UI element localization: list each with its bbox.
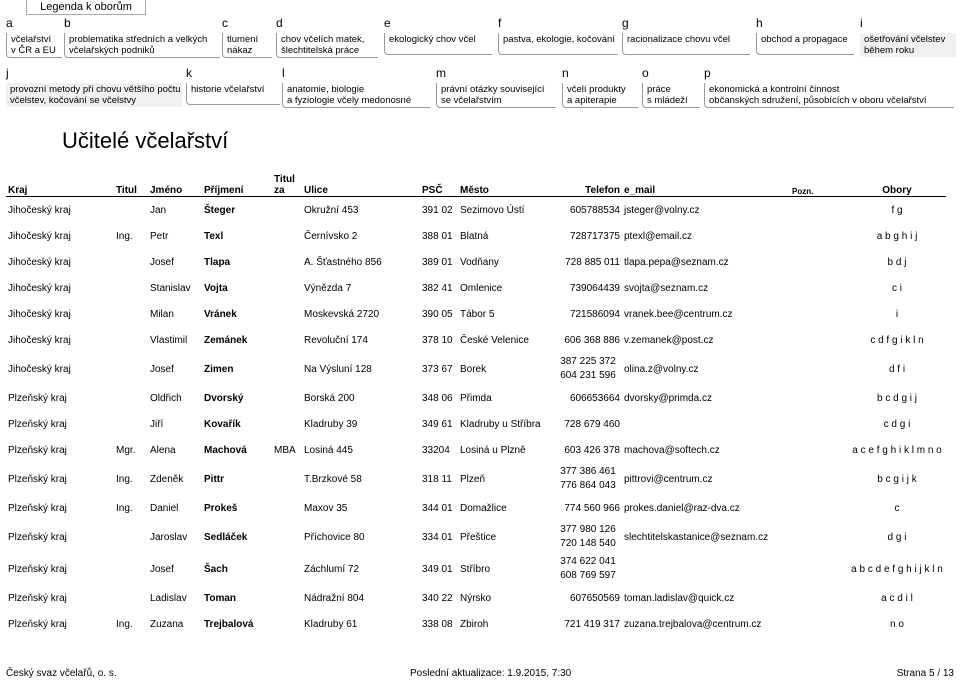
cell-titul bbox=[114, 353, 148, 385]
cell-jmeno: Zdeněk bbox=[150, 473, 184, 485]
cell-email: vranek.bee@centrum.cz bbox=[624, 308, 733, 320]
cell-kraj: Plzeňský kraj bbox=[8, 502, 67, 514]
cell-telefon: 728 885 011 bbox=[565, 256, 620, 268]
legend-d bbox=[276, 16, 378, 58]
table-row bbox=[6, 249, 946, 275]
table-row bbox=[6, 611, 946, 637]
cell-kraj: Jihočeský kraj bbox=[8, 230, 71, 242]
cell-psc: 382 41 bbox=[422, 282, 453, 294]
cell-obory: a c e f g h i k l m n o bbox=[852, 444, 942, 456]
cell-email: tlapa.pepa@seznam.cz bbox=[624, 256, 729, 268]
cell-titul bbox=[114, 301, 148, 327]
cell-mesto: Vodňany bbox=[460, 256, 499, 268]
table-row bbox=[6, 223, 946, 249]
legend-key: b bbox=[64, 16, 71, 30]
cell-mesto: Přimda bbox=[460, 392, 492, 404]
cell-telefon: 774 560 966 bbox=[564, 502, 620, 514]
cell-titul: Ing. bbox=[116, 473, 133, 485]
cell-jmeno: Josef bbox=[150, 256, 174, 268]
legend-desc: problematika středních a velkých včelařských podniků bbox=[64, 33, 220, 58]
cell-jmeno: Vlastimil bbox=[150, 334, 188, 346]
cell-ulice: Záchlumí 72 bbox=[304, 563, 360, 575]
cell-pozn bbox=[790, 385, 848, 411]
legend-key: g bbox=[622, 16, 629, 30]
cell-psc: 344 01 bbox=[422, 502, 453, 514]
legend-desc: práce s mládeží bbox=[642, 83, 700, 108]
table-row bbox=[6, 275, 946, 301]
legend-desc: ošetřování včelstev během roku bbox=[860, 33, 956, 57]
cell-jmeno: Alena bbox=[150, 444, 176, 456]
legend-key: o bbox=[642, 66, 649, 80]
cell-kraj: Plzeňský kraj bbox=[8, 563, 67, 575]
cell-psc: 349 01 bbox=[422, 563, 453, 575]
legend-key: i bbox=[860, 16, 863, 30]
legend-c bbox=[222, 16, 272, 58]
cell-ulice: A. Šťastného 856 bbox=[304, 256, 382, 268]
cell-titul_za bbox=[272, 327, 302, 353]
cell-jmeno: Jaroslav bbox=[150, 531, 188, 543]
cell-prijmeni: Vránek bbox=[204, 308, 237, 320]
cell-kraj: Plzeňský kraj bbox=[8, 392, 67, 404]
cell-telefon: 605788534 bbox=[569, 204, 620, 216]
col-kraj: Kraj bbox=[6, 168, 114, 197]
legend-desc: právní otázky související se včelařstvím bbox=[436, 83, 556, 108]
cell-email bbox=[622, 553, 790, 585]
cell-psc: 388 01 bbox=[422, 230, 453, 242]
teachers-table bbox=[6, 168, 946, 637]
cell-prijmeni: Šach bbox=[204, 563, 228, 575]
legend-a bbox=[6, 16, 62, 58]
cell-obory: b c g i j k bbox=[877, 473, 917, 485]
cell-jmeno: Stanislav bbox=[150, 282, 191, 294]
cell-telefon: 603 426 378 bbox=[564, 444, 620, 456]
cell-kraj: Plzeňský kraj bbox=[8, 531, 67, 543]
table-row bbox=[6, 197, 946, 224]
cell-titul_za: MBA bbox=[274, 444, 296, 456]
cell-email: prokes.daniel@raz-dva.cz bbox=[624, 502, 740, 514]
table-row bbox=[6, 327, 946, 353]
cell-email: jsteger@volny.cz bbox=[624, 204, 700, 216]
cell-prijmeni: Machová bbox=[204, 444, 247, 456]
cell-pozn bbox=[790, 249, 848, 275]
legend-key: a bbox=[6, 16, 13, 30]
cell-obory: c d g i bbox=[883, 418, 911, 430]
cell-telefon: 721586094 bbox=[569, 308, 620, 320]
col-email: e_mail bbox=[622, 168, 790, 197]
cell-obory: a b c d e f g h i j k l n bbox=[851, 563, 943, 575]
legend-desc: chov včelích matek, šlechtitelská práce bbox=[276, 33, 378, 58]
cell-psc: 378 10 bbox=[422, 334, 453, 346]
cell-ulice: Na Výsluní 128 bbox=[304, 363, 372, 375]
cell-titul: Mgr. bbox=[116, 444, 136, 456]
cell-prijmeni: Kovařík bbox=[204, 418, 241, 430]
cell-email: olina.z@volny.cz bbox=[624, 363, 699, 375]
cell-titul_za bbox=[272, 275, 302, 301]
cell-telefon: 607650569 bbox=[569, 592, 620, 604]
col-mesto: Město bbox=[458, 168, 554, 197]
legend-desc: ekonomická a kontrolní činnost občanských sdružení, působících v oboru včelařství bbox=[704, 83, 954, 108]
cell-titul bbox=[114, 521, 148, 553]
cell-obory: b d j bbox=[887, 256, 907, 268]
cell-titul bbox=[114, 249, 148, 275]
cell-mesto: Tábor 5 bbox=[460, 308, 495, 320]
cell-mesto: Sezimovo Ústí bbox=[460, 204, 525, 216]
cell-prijmeni: Zemánek bbox=[204, 334, 248, 346]
cell-kraj: Plzeňský kraj bbox=[8, 418, 67, 430]
cell-email: ptexl@email.cz bbox=[624, 230, 692, 242]
cell-mesto: Losiná u Plzně bbox=[460, 444, 526, 456]
cell-titul bbox=[114, 585, 148, 611]
cell-telefon: 606 368 886 bbox=[564, 334, 620, 346]
cell-pozn bbox=[790, 327, 848, 353]
cell-obory: a b g h i j bbox=[876, 230, 918, 242]
cell-prijmeni: Zimen bbox=[204, 363, 234, 375]
table-row bbox=[6, 495, 946, 521]
legend-key: h bbox=[756, 16, 763, 30]
cell-telefon: 606653664 bbox=[569, 392, 620, 404]
cell-prijmeni: Dvorský bbox=[204, 392, 244, 404]
legend-key: e bbox=[384, 16, 391, 30]
cell-kraj: Jihočeský kraj bbox=[8, 204, 71, 216]
cell-titul_za bbox=[272, 611, 302, 637]
col-titul-za: Titul za bbox=[272, 168, 302, 197]
cell-pozn bbox=[790, 463, 848, 495]
legend-e bbox=[384, 16, 492, 55]
legend-desc: racionalizace chovu včel bbox=[622, 33, 750, 55]
cell-telefon: 377 980 126 720 148 540 bbox=[560, 524, 616, 549]
cell-obory: d f i bbox=[888, 363, 906, 375]
cell-ulice: Černívsko 2 bbox=[304, 230, 358, 242]
cell-obory: b c d g i j bbox=[876, 392, 918, 404]
cell-ulice: T.Brzkové 58 bbox=[304, 473, 362, 485]
cell-psc: 338 08 bbox=[422, 618, 453, 630]
cell-mesto: Domažlice bbox=[460, 502, 507, 514]
cell-psc: 390 05 bbox=[422, 308, 453, 320]
cell-email: zuzana.trejbalova@centrum.cz bbox=[624, 618, 762, 630]
legend-desc: pastva, ekologie, kočování bbox=[498, 33, 618, 55]
legend-l bbox=[282, 66, 430, 108]
cell-ulice: Výnězda 7 bbox=[304, 282, 352, 294]
legend-key: m bbox=[436, 66, 446, 80]
legend-key: k bbox=[186, 66, 192, 80]
cell-pozn bbox=[790, 611, 848, 637]
cell-pozn bbox=[790, 197, 848, 224]
cell-kraj: Plzeňský kraj bbox=[8, 618, 67, 630]
cell-ulice: Příchovice 80 bbox=[304, 531, 365, 543]
cell-pozn bbox=[790, 521, 848, 553]
legend-j bbox=[6, 66, 182, 107]
cell-prijmeni: Trejbalová bbox=[204, 618, 254, 630]
cell-pozn bbox=[790, 275, 848, 301]
col-titul: Titul bbox=[114, 168, 148, 197]
legend-desc: anatomie, biologie a fyziologie včely medonosné bbox=[282, 83, 430, 108]
legend-desc: ekologický chov včel bbox=[384, 33, 492, 55]
cell-obory: c bbox=[894, 502, 900, 514]
cell-titul_za bbox=[272, 411, 302, 437]
cell-ulice: Nádražní 804 bbox=[304, 592, 365, 604]
cell-titul_za bbox=[272, 463, 302, 495]
cell-titul_za bbox=[272, 495, 302, 521]
cell-telefon: 374 622 041 608 769 597 bbox=[560, 556, 616, 581]
col-ulice: Ulice bbox=[302, 168, 420, 197]
legend-p bbox=[704, 66, 954, 108]
cell-email: dvorsky@primda.cz bbox=[624, 392, 712, 404]
cell-prijmeni: Sedláček bbox=[204, 531, 248, 543]
cell-mesto: Nýrsko bbox=[460, 592, 492, 604]
cell-prijmeni: Pittr bbox=[204, 473, 224, 485]
cell-email: toman.ladislav@quick.cz bbox=[624, 592, 735, 604]
legend-h bbox=[756, 16, 854, 55]
cell-pozn bbox=[790, 353, 848, 385]
legend-i bbox=[860, 16, 956, 57]
legend-key: c bbox=[222, 16, 228, 30]
legend-key: p bbox=[704, 66, 711, 80]
cell-psc: 391 02 bbox=[422, 204, 453, 216]
cell-obory: i bbox=[895, 308, 899, 320]
footer-updated: Poslední aktualizace: 1.9.2015, 7:30 bbox=[410, 668, 572, 679]
legend-n bbox=[562, 66, 638, 108]
cell-kraj: Jihočeský kraj bbox=[8, 363, 71, 375]
cell-jmeno: Josef bbox=[150, 363, 174, 375]
cell-jmeno: Milan bbox=[150, 308, 174, 320]
cell-psc: 348 06 bbox=[422, 392, 453, 404]
legend-g bbox=[622, 16, 750, 55]
col-jmeno: Jméno bbox=[148, 168, 202, 197]
cell-email bbox=[622, 411, 790, 437]
table-row bbox=[6, 585, 946, 611]
legend-desc: obchod a propagace bbox=[756, 33, 854, 55]
cell-obory: c i bbox=[892, 282, 902, 294]
cell-titul_za bbox=[272, 223, 302, 249]
cell-telefon: 739064439 bbox=[569, 282, 620, 294]
table-row bbox=[6, 437, 946, 463]
table-header bbox=[6, 168, 946, 197]
cell-mesto: Stříbro bbox=[460, 563, 491, 575]
footer-page: Strana 5 / 13 bbox=[896, 668, 954, 679]
cell-kraj: Plzeňský kraj bbox=[8, 444, 67, 456]
cell-ulice: Kladruby 39 bbox=[304, 418, 358, 430]
legend-key: l bbox=[282, 66, 285, 80]
cell-titul_za bbox=[272, 353, 302, 385]
cell-titul: Ing. bbox=[116, 230, 133, 242]
table-row bbox=[6, 553, 946, 585]
cell-ulice: Maxov 35 bbox=[304, 502, 348, 514]
legend-desc: tlumení nákaz bbox=[222, 33, 272, 58]
cell-titul_za bbox=[272, 585, 302, 611]
cell-ulice: Kladruby 61 bbox=[304, 618, 358, 630]
cell-titul: Ing. bbox=[116, 502, 133, 514]
cell-pozn bbox=[790, 585, 848, 611]
legend-desc: historie včelařství bbox=[186, 83, 280, 105]
legend-key: d bbox=[276, 16, 283, 30]
cell-titul_za bbox=[272, 301, 302, 327]
cell-pozn bbox=[790, 411, 848, 437]
cell-ulice: Borská 200 bbox=[304, 392, 355, 404]
cell-email: machova@softech.cz bbox=[624, 444, 720, 456]
cell-psc: 389 01 bbox=[422, 256, 453, 268]
cell-kraj: Jihočeský kraj bbox=[8, 334, 71, 346]
cell-prijmeni: Šteger bbox=[204, 204, 236, 216]
cell-kraj: Plzeňský kraj bbox=[8, 473, 67, 485]
cell-titul bbox=[114, 197, 148, 224]
cell-jmeno: Oldřich bbox=[150, 392, 182, 404]
cell-titul_za bbox=[272, 385, 302, 411]
cell-telefon: 728717375 bbox=[569, 230, 620, 242]
table-row bbox=[6, 411, 946, 437]
cell-jmeno: Petr bbox=[150, 230, 169, 242]
cell-mesto: Zbiroh bbox=[460, 618, 489, 630]
cell-kraj: Jihočeský kraj bbox=[8, 308, 71, 320]
cell-pozn bbox=[790, 553, 848, 585]
cell-pozn bbox=[790, 495, 848, 521]
legend-desc: včelařství v ČR a EU bbox=[6, 33, 62, 58]
cell-telefon: 728 679 460 bbox=[564, 418, 620, 430]
cell-email: v.zemanek@post.cz bbox=[624, 334, 714, 346]
cell-email: slechtitelskastanice@seznam.cz bbox=[624, 531, 769, 543]
legend-title: Legenda k oborům bbox=[26, 0, 146, 15]
cell-jmeno: Ladislav bbox=[150, 592, 187, 604]
cell-titul_za bbox=[272, 249, 302, 275]
table-row bbox=[6, 463, 946, 495]
col-prijmeni: Příjmení bbox=[202, 168, 272, 197]
cell-pozn bbox=[790, 301, 848, 327]
cell-psc: 33204 bbox=[422, 444, 450, 456]
cell-titul bbox=[114, 327, 148, 353]
legend-b bbox=[64, 16, 220, 58]
cell-psc: 334 01 bbox=[422, 531, 453, 543]
cell-titul bbox=[114, 411, 148, 437]
table-row bbox=[6, 301, 946, 327]
col-psc: PSČ bbox=[420, 168, 458, 197]
cell-obory: d g i bbox=[887, 531, 907, 543]
cell-jmeno: Daniel bbox=[150, 502, 179, 514]
cell-obory: a c d i l bbox=[881, 592, 913, 604]
col-pozn: Pozn. bbox=[790, 168, 848, 197]
cell-telefon: 387 225 372 604 231 596 bbox=[560, 356, 616, 381]
legend-m bbox=[436, 66, 556, 108]
cell-titul_za bbox=[272, 197, 302, 224]
table-row bbox=[6, 353, 946, 385]
cell-prijmeni: Tlapa bbox=[204, 256, 231, 268]
cell-prijmeni: Toman bbox=[204, 592, 237, 604]
cell-ulice: Moskevská 2720 bbox=[304, 308, 380, 320]
cell-mesto: Omlenice bbox=[460, 282, 503, 294]
cell-psc: 318 11 bbox=[422, 473, 452, 485]
cell-telefon: 377 386 461 776 864 043 bbox=[560, 466, 616, 491]
cell-titul_za bbox=[272, 521, 302, 553]
cell-titul bbox=[114, 553, 148, 585]
cell-titul: Ing. bbox=[116, 618, 133, 630]
col-obory: Obory bbox=[848, 168, 946, 197]
cell-jmeno: Josef bbox=[150, 563, 174, 575]
cell-mesto: České Velenice bbox=[460, 334, 529, 346]
cell-pozn bbox=[790, 223, 848, 249]
cell-ulice: Losiná 445 bbox=[304, 444, 353, 456]
cell-psc: 373 67 bbox=[422, 363, 453, 375]
cell-prijmeni: Prokeš bbox=[204, 502, 238, 514]
legend-o bbox=[642, 66, 700, 108]
cell-mesto: Plzeň bbox=[460, 473, 486, 485]
cell-psc: 349 61 bbox=[422, 418, 453, 430]
cell-email: svojta@seznam.cz bbox=[624, 282, 709, 294]
page-title: Učitelé včelařství bbox=[62, 128, 229, 153]
cell-kraj: Jihočeský kraj bbox=[8, 256, 71, 268]
cell-mesto: Borek bbox=[460, 363, 487, 375]
cell-telefon: 721 419 317 bbox=[564, 618, 620, 630]
legend-desc: provozní metody při chovu většího počtu včelstev, kočování se včelstvy bbox=[6, 83, 182, 107]
cell-prijmeni: Vojta bbox=[204, 282, 228, 294]
cell-obory: c d f g i k l n bbox=[870, 334, 924, 346]
legend-key: n bbox=[562, 66, 569, 80]
cell-jmeno: Jiří bbox=[150, 418, 164, 430]
legend-key: f bbox=[498, 16, 502, 30]
legend-k bbox=[186, 66, 280, 105]
cell-mesto: Kladruby u Stříbra bbox=[460, 418, 541, 430]
legend-key: j bbox=[6, 66, 9, 80]
cell-kraj: Jihočeský kraj bbox=[8, 282, 71, 294]
table-row bbox=[6, 521, 946, 553]
cell-titul_za bbox=[272, 553, 302, 585]
cell-mesto: Blatná bbox=[460, 230, 489, 242]
cell-obory: f g bbox=[891, 204, 903, 216]
cell-ulice: Okružní 453 bbox=[304, 204, 359, 216]
cell-titul bbox=[114, 275, 148, 301]
cell-titul bbox=[114, 385, 148, 411]
cell-ulice: Revoluční 174 bbox=[304, 334, 368, 346]
cell-jmeno: Jan bbox=[150, 204, 167, 216]
cell-mesto: Přeštice bbox=[460, 531, 497, 543]
cell-kraj: Plzeňský kraj bbox=[8, 592, 67, 604]
legend-desc: včelí produkty a apiterapie bbox=[562, 83, 638, 108]
footer-org: Český svaz včelařů, o. s. bbox=[6, 668, 117, 679]
col-telefon: Telefon bbox=[554, 168, 622, 197]
cell-jmeno: Zuzana bbox=[150, 618, 184, 630]
cell-prijmeni: Texl bbox=[204, 230, 224, 242]
legend-f bbox=[498, 16, 618, 55]
cell-pozn bbox=[790, 437, 848, 463]
cell-email: pittrovi@centrum.cz bbox=[624, 473, 713, 485]
table-row bbox=[6, 385, 946, 411]
cell-psc: 340 22 bbox=[422, 592, 453, 604]
cell-obory: n o bbox=[890, 618, 904, 630]
